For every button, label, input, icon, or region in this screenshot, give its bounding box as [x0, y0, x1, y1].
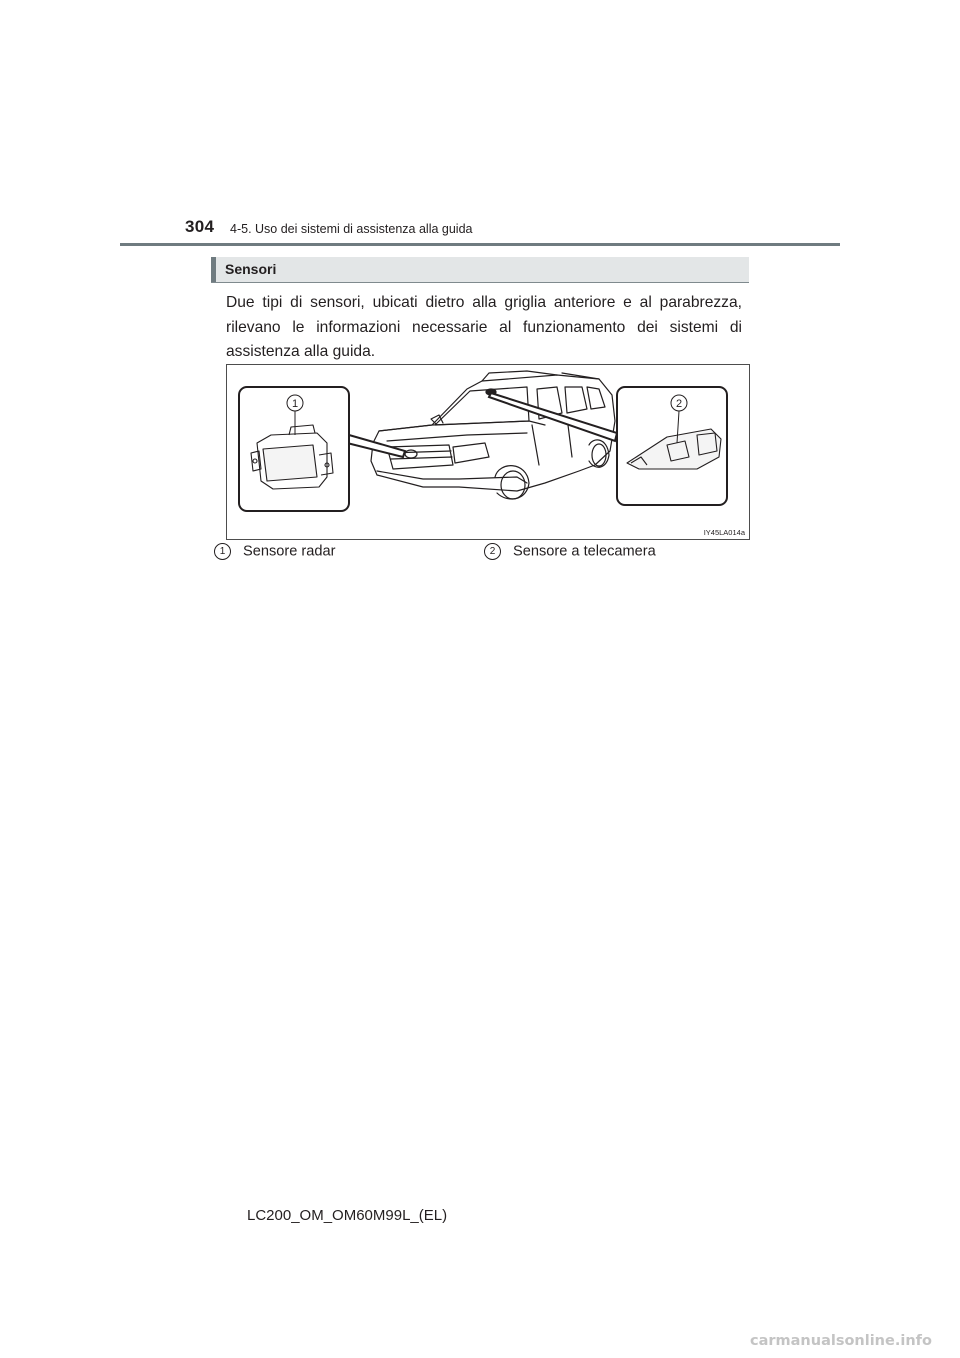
caption-number: 1: [214, 543, 231, 560]
vehicle-hood: [379, 421, 545, 441]
chapter-title: 4-5. Uso dei sistemi di assistenza alla guida: [230, 222, 473, 236]
caption-number: 2: [484, 543, 501, 560]
caption-camera-sensor: [484, 543, 656, 561]
camera-callout-number: 2: [675, 398, 683, 410]
caption-label: Sensore a telecamera: [513, 543, 656, 560]
caption-label: Sensore radar: [243, 543, 336, 560]
figure-code: IY45LA014a: [703, 528, 745, 537]
radar-callout-number: 1: [291, 398, 299, 410]
watermark: carmanualsonline.info: [750, 1333, 932, 1349]
section-heading: [211, 257, 749, 283]
header-divider: [120, 243, 840, 246]
vehicle-front-tire: [501, 471, 525, 499]
vehicle-illustration: [227, 365, 751, 541]
page-number: 304: [185, 217, 215, 236]
section-heading-label: Sensori: [225, 261, 277, 277]
vehicle-headlight: [453, 443, 489, 463]
vehicle-rear-tire: [592, 444, 606, 466]
vehicle-emblem: [405, 450, 417, 458]
section-body-text: Due tipi di sensori, ubicati dietro alla griglia anteriore e al parabrezza, rilevano le informazioni necessarie al funzionamento dei sistemi di assistenza alla guida.: [226, 294, 742, 360]
document-id: LC200_OM_OM60M99L_(EL): [247, 1207, 448, 1224]
sensor-location-figure: [226, 364, 750, 540]
radar-sensor-face: [263, 445, 317, 481]
caption-radar-sensor: [214, 543, 335, 561]
section-heading-bar: [211, 257, 216, 282]
